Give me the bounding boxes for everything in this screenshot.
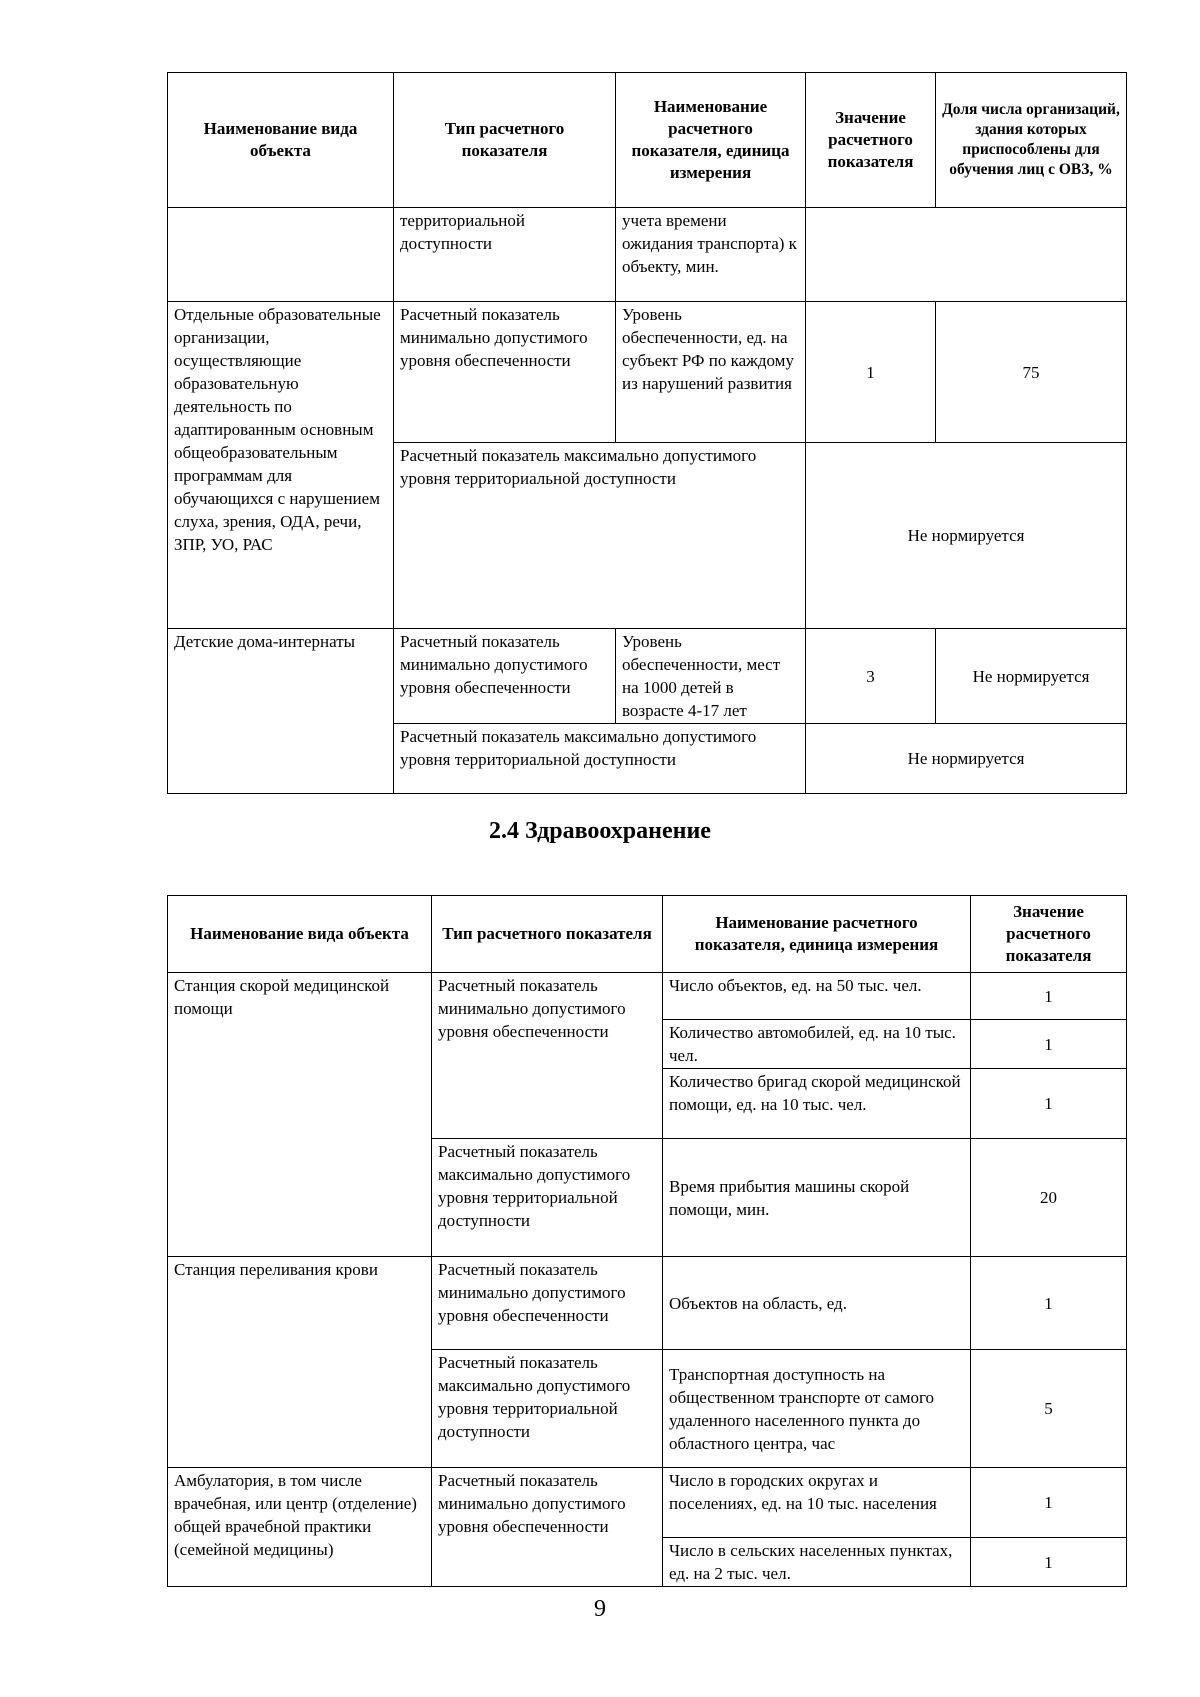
header-object-type: Наименование вида объекта [168, 73, 394, 208]
table-row [168, 1468, 1127, 1538]
header-indicator-value: Значение расчетного показателя [971, 896, 1127, 973]
cell-type: Расчетный показатель минимально допустимого уровня обеспеченности [394, 629, 616, 724]
cell-value: 20 [971, 1139, 1127, 1257]
table-header-row [168, 896, 1127, 973]
cell-name: Объектов на область, ед. [663, 1257, 971, 1350]
cell-value: Не нормируется [806, 724, 1127, 794]
header-ovz-share: Доля числа организаций, здания которых приспособлены для обучения лиц с ОВЗ, % [936, 73, 1127, 208]
cell-type: Расчетный показатель максимально допустимого уровня территориальной доступности [432, 1139, 663, 1257]
cell-value: 1 [806, 302, 936, 443]
cell-type: Расчетный показатель минимально допустимого уровня обеспеченности [394, 302, 616, 443]
cell-value: 1 [971, 1538, 1127, 1587]
cell-object: Детские дома-интернаты [168, 629, 394, 794]
cell-name: Число в городских округах и поселениях, ед. на 10 тыс. населения [663, 1468, 971, 1538]
cell-object [168, 208, 394, 302]
cell-name: Уровень обеспеченности, мест на 1000 детей в возрасте 4-17 лет [616, 629, 806, 724]
table-row [168, 302, 1127, 443]
cell-share: 75 [936, 302, 1127, 443]
healthcare-norms-table [167, 895, 1127, 1587]
table-header-row [168, 73, 1127, 208]
header-indicator-type: Тип расчетного показателя [432, 896, 663, 973]
cell-type: Расчетный показатель максимально допустимого уровня территориальной доступности [432, 1350, 663, 1468]
header-indicator-name: Наименование расчетного показателя, единица измерения [663, 896, 971, 973]
cell-value [806, 208, 1127, 302]
header-indicator-value: Значение расчетного показателя [806, 73, 936, 208]
cell-object: Отдельные образовательные организации, осуществляющие образовательную деятельность по адаптированным основным общеобразовательным программам для обучающихся с нарушением слуха, зрения, ОДА, речи, ЗПР, УО, РАС [168, 302, 394, 629]
cell-name: Уровень обеспеченности, ед. на субъект РФ по каждому из нарушений развития [616, 302, 806, 443]
header-indicator-type: Тип расчетного показателя [394, 73, 616, 208]
cell-type: Расчетный показатель минимально допустимого уровня обеспеченности [432, 973, 663, 1139]
table-row [168, 973, 1127, 1020]
cell-name: учета времени ожидания транспорта) к объекту, мин. [616, 208, 806, 302]
cell-value: 1 [971, 973, 1127, 1020]
cell-object: Станция переливания крови [168, 1257, 432, 1468]
cell-value: 1 [971, 1020, 1127, 1069]
table-row [168, 1257, 1127, 1350]
cell-name: Число в сельских населенных пунктах, ед. на 2 тыс. чел. [663, 1538, 971, 1587]
cell-object: Станция скорой медицинской помощи [168, 973, 432, 1257]
cell-type: Расчетный показатель максимально допустимого уровня территориальной доступности [394, 443, 806, 629]
header-object-type: Наименование вида объекта [168, 896, 432, 973]
cell-value: 1 [971, 1468, 1127, 1538]
cell-type: Расчетный показатель минимально допустимого уровня обеспеченности [432, 1468, 663, 1587]
cell-name: Транспортная доступность на общественном транспорте от самого удаленного населенного пункта до областного центра, час [663, 1350, 971, 1468]
header-indicator-name: Наименование расчетного показателя, единица измерения [616, 73, 806, 208]
page-number: 9 [594, 1596, 606, 1622]
cell-name: Время прибытия машины скорой помощи, мин. [663, 1139, 971, 1257]
section-title: 2.4 Здравоохранение [489, 818, 711, 844]
cell-name: Количество автомобилей, ед. на 10 тыс. чел. [663, 1020, 971, 1069]
cell-type: территориальной доступности [394, 208, 616, 302]
cell-name: Число объектов, ед. на 50 тыс. чел. [663, 973, 971, 1020]
cell-object: Амбулатория, в том числе врачебная, или центр (отделение) общей врачебной практики (семейной медицины) [168, 1468, 432, 1587]
table-row [168, 629, 1127, 724]
cell-type: Расчетный показатель минимально допустимого уровня обеспеченности [432, 1257, 663, 1350]
cell-name: Количество бригад скорой медицинской помощи, ед. на 10 тыс. чел. [663, 1069, 971, 1139]
cell-share: Не нормируется [936, 629, 1127, 724]
cell-value: 1 [971, 1257, 1127, 1350]
cell-value: Не нормируется [806, 443, 1127, 629]
education-norms-table [167, 72, 1127, 794]
cell-value: 5 [971, 1350, 1127, 1468]
cell-value: 1 [971, 1069, 1127, 1139]
cell-type: Расчетный показатель максимально допустимого уровня территориальной доступности [394, 724, 806, 794]
cell-value: 3 [806, 629, 936, 724]
table-row [168, 208, 1127, 302]
